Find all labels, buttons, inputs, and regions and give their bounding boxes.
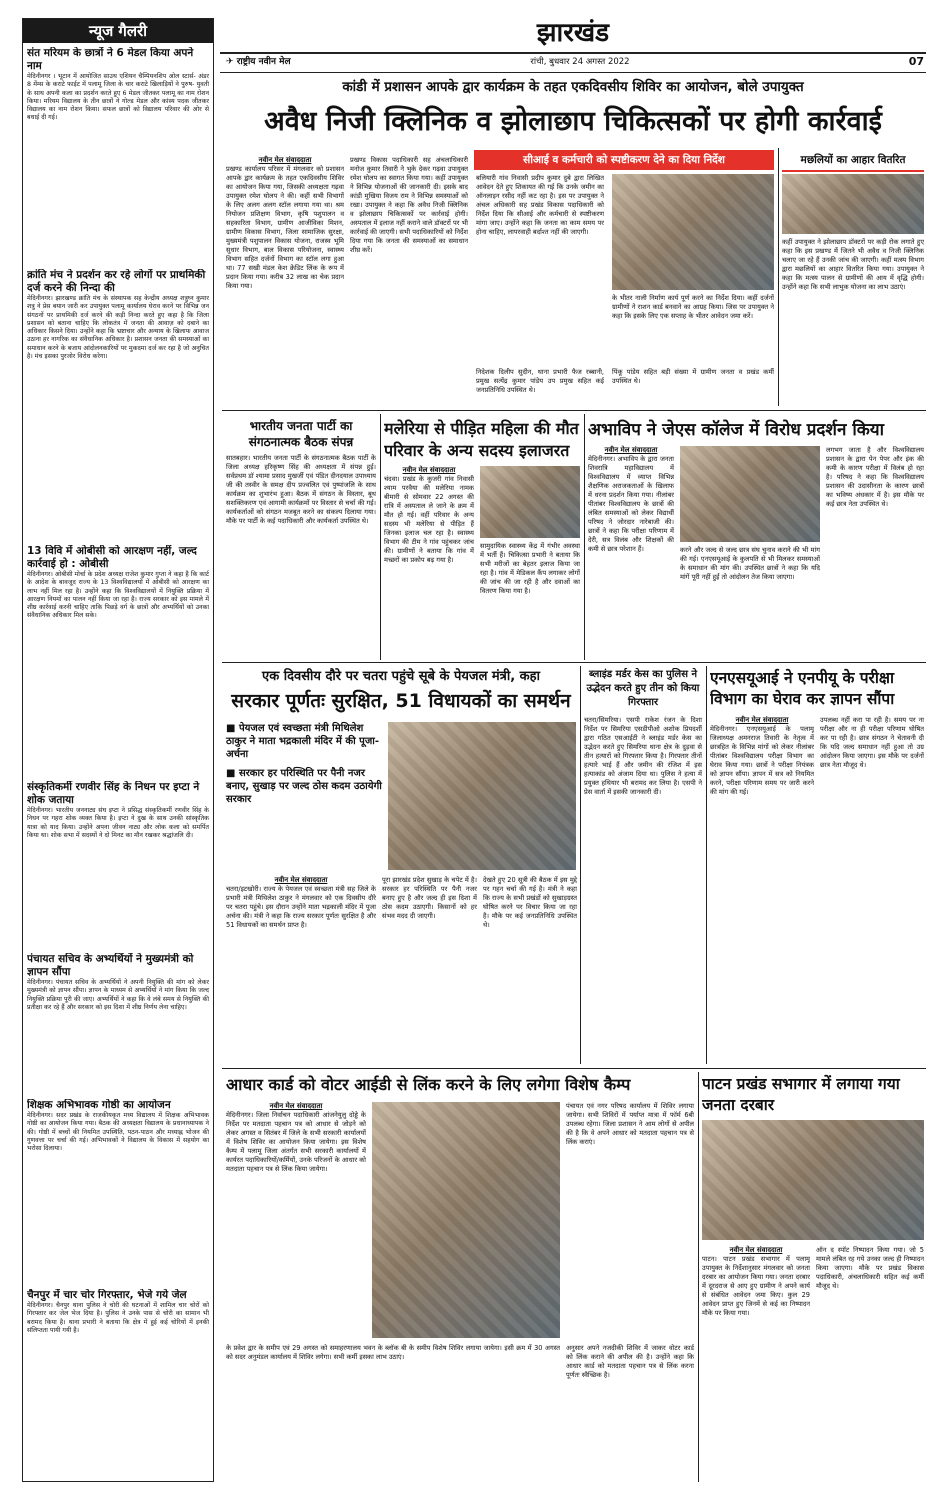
minister-photo — [388, 722, 576, 870]
gallery-item-headline: चैनपुर में चार चोर गिरफ्तार, भेजे गये जेल — [27, 1289, 187, 1301]
abvp-byline: नवीन मेल संवाददाता — [604, 446, 658, 454]
paper-name-text: राष्ट्रीय नवीन मेल — [236, 57, 291, 67]
column-rule — [706, 666, 707, 1064]
dateline: रांची, बुधवार 24 अगस्त 2022 — [530, 57, 630, 67]
column-rule — [698, 1072, 699, 1482]
main-body-2: प्रखण्ड विकास पदाधिकारी सह अंचलाधिकारी मनोज कुमार तिवारी ने भुके देकर गढ़वा उपायुक्त रमेश घोलप का स्वागत किया गया। कहीं उपायुक्त ने विभिन्न योजनाओं की जानकारी दी। इसके बाद कांडी मुखिया विजय राम ने विभिन्न समस्याओं को रखा। उपायुक्त ने कहा कि अवैध निजी क्लिनिक व झोलाछाप चिकित्सकों पर कार्रवाई होगी। अस्पताल में इलाज नहीं कराने वाले डॉक्टरों पर भी कार्रवाई की जाएगी। सभी पदाधिकारियों को निर्देश दिया गया कि जनता की समस्याओं का समाधान शीघ्र करें। — [350, 156, 468, 254]
sub1-body-3: निदेशक दिलीप सुदीन, थाना प्रभारी फैज रब्बानी, प्रमुख सत्येंद्र कुमार पांडेय उप प्रमुख सहित कई जनप्रतिनिधि उपस्थित थे। — [476, 368, 604, 394]
nsui-col-1 — [710, 716, 814, 1062]
sub1-title: सीआई व कर्मचारी को स्पष्टीकरण देने का दिया निर्देश — [474, 150, 774, 170]
main-body-1: प्रखण्ड कार्यालय परिसर में मंगलवार को प्रशासन आपके द्वार कार्यक्रम के तहत एकदिवसीय शिविर का आयोजन किया गया, जिसकी अध्यक्षता गढ़वा उपायुक्त रमेश घोलप ने की। कहीं सभी विभागों के लिए अलग अलग स्टॉल लगाया गया था। श्रम नियोजन प्रशिक्षण विभाग, कृषि पशुपालन व सहकारिता विभाग, ग्रामीण आजीविका मिशन, ग्रामीण विकास विभाग, जिला सामाजिक सुरक्षा, मुख्यमंत्री पशुपालन विकास योजना, राजस्व भूमि सुधार विभाग, बाल विकास परियोजना, स्वास्थ्य विभाग सहित दर्जनों विभाग का स्टॉल लगा हुआ था। 77 सखी मंडल केश क्रेडिट लिंक के रूप में प्रदान किया गया। करीब 32 लाख का चेक प्रदान किया गया। — [226, 165, 344, 290]
sub1-body-4: पिंकू पांडेय सहित बड़ी संख्या में ग्रामीण जनता व प्रखंड कर्मी उपस्थित थे। — [612, 368, 774, 385]
paper-name — [226, 54, 291, 70]
abvp-body-2: करने और जल्द से जल्द छात्र संघ चुनाव कराने की भी मांग की गई। एनएसयूआई के कुलपति से भी मिलकर समस्याओं के समाधान की मांग की। उपस्थित छात्रों ने कहा कि यदि मांगें पूरी नहीं हुईं तो आंदोलन तेज किया जाएगा। — [680, 546, 820, 581]
news-gallery-header: न्यूज गैलरी — [88, 22, 148, 40]
gallery-item-headline: 13 विवि में ओबीसी को आरक्षण नहीं, जल्द कार्रवाई हो : ओबीसी — [27, 545, 197, 570]
divider — [222, 662, 926, 663]
aadhar-col-1 — [226, 1102, 366, 1340]
gallery-item-text: मेदिनीनगर । भूटान में आयोजित साउथ एशियन चैम्पियनशिप ओल स्टार्स- अंडर 8 मेंम्स के कराटे फाईट में पलामू जिला के चार कराटे खिलाड़ियों ने पुरुष- युवती के साथ अपनी कला का प्रदर्शन करते हुए 6 मेडल जीतकर पलामू का नाम रोशन किया। मरियम विद्यालय के तीन छात्रों ने गोल्ड मेडल और कांस्य पदक जीतकर विद्यालय का नाम रोशन किया। सफल छात्रों को विद्यालय परिवार की ओर से बधाई दी गई। — [27, 73, 209, 122]
abvp-col-1 — [588, 446, 674, 656]
column-rule — [584, 414, 585, 660]
gallery-item-headline: शिक्षक अभिभावक गोष्ठी का आयोजन — [27, 1099, 171, 1111]
patan-col-1 — [702, 1246, 810, 1482]
murder-body: चतरा/सिमरिया। एसपी राकेश रंजन के दिशा निर्देश पर सिमरिया एसडीपीओ अशोक प्रियदर्शी द्वारा गठित एसआईटी ने ब्लाइंड मर्डर केस का उद्भेदन करते हुए सिमरिया थाना क्षेत्र के दुड़वा से तीन हत्यारों को गिरफ्तार किया है। गिरफ्तार तीनों हत्यारे भाई हैं और जमीन की रंजिश में इस हत्याकांड को अंजाम दिया था। पुलिस ने हत्या में प्रयुक्त हथियार भी बरामद कर लिया है। एसपी ने प्रेस वार्ता में इसकी जानकारी दी। — [584, 716, 702, 796]
abvp-body: मेदिनीनगर। अभाविप के द्वारा जनता शिवरात्रि महाविद्यालय में विश्वविद्यालय में व्याप्त विभिन्न शैक्षणिक अराजकताओं के खिलाफ में धरना प्रदर्शन किया गया। नीलांबर पीतांबर विश्वविद्यालय के छात्रों की लंबित समस्याओं को लेकर विद्यार्थी परिषद ने जोरदार नारेबाजी की। छात्रों ने कहा कि परीक्षा परिणाम में देरी, सत्र विलंब और शिक्षकों की कमी से छात्र परेशान हैं। — [588, 455, 674, 553]
nsui-byline: नवीन मेल संवाददाता — [735, 716, 789, 724]
divider — [222, 1068, 926, 1069]
malaria-photo — [480, 466, 580, 538]
malaria-body: चंदवा। प्रखंड के कुजरी गांव निवासी श्याम परवैया की मलेरिया नामक बीमारी से सोमवार 22 अगस्त की रात्रि में अस्पताल ले जाने के क्रम में मौत हो गई। वहीं परिवार के अन्य सदस्य भी मलेरिया से पीड़ित हैं जिनका इलाज चल रहा है। स्वास्थ्य विभाग की टीम ने गांव पहुंचकर जांच की। ग्रामीणों ने बताया कि गांव में मच्छरों का प्रकोप बढ़ गया है। — [384, 475, 474, 564]
gallery-item-headline: क्रांति मंच ने प्रदर्शन कर रहे लोगों पर प्राथमिकी दर्ज करने की निन्दा की — [27, 269, 206, 294]
sub1-body: बलियारी गांव निवासी प्रदीप कुमार दुबे द्वारा लिखित आवेदन देते हुए शिकायत की गई कि उनके जमीन का ऑनलाइन रसीद नहीं कट रहा है। इस पर उपायुक्त ने अंचल अधिकारी सह प्रखंड विकास पदाधिकारी को निर्देश दिया कि सीआई और कर्मचारी से स्पष्टीकरण मांगा जाए। उन्होंने कहा कि जनता का काम समय पर होना चाहिए, लापरवाही बर्दाश्त नहीं की जाएगी। — [476, 174, 604, 236]
gallery-item-headline: संत मरियम के छात्रों ने 6 मेडल किया अपने नाम — [27, 47, 194, 72]
sarkar-bullet-2: ■ सरकार हर परिस्थिति पर पैनी नजर बनाए, सुखाड़ पर जल्द ठोस कदम उठायेगी सरकार — [226, 768, 382, 805]
gallery-item-headline: संस्कृतिकर्मी रणवीर सिंह के निधन पर इप्टा ने शोक जताया — [27, 781, 200, 806]
malaria-headline: मलेरिया से पीड़ित महिला की मौत परिवार के अन्य सदस्य इलाजरत — [384, 419, 579, 460]
nsui-headline: एनएसयूआई ने एनपीयू के परीक्षा विभाग का घेराव कर ज्ञापन सौंपा — [710, 669, 895, 708]
gallery-item-text: मेदिनीनगर। पंचायत सचिव के अभ्यर्थियों ने अपनी नियुक्ति की मांग को लेकर मुख्यमंत्री को ज्ञापन सौंपा। ज्ञापन के माध्यम से अभ्यर्थियों ने मांग किया कि जल्द नियुक्ति प्रक्रिया पूरी की जाए। अभ्यर्थियों ने कहा कि वे लंबे समय से नियुक्ति की प्रतीक्षा कर रहे हैं और सरकार को इस दिशा में शीघ्र निर्णय लेना चाहिए। — [27, 979, 209, 1011]
gallery-item-text: मेदिनीनगर। भारतीय जननाट्य संघ इप्टा ने प्रसिद्ध संस्कृतिकर्मी रणवीर सिंह के निधन पर गहरा शोक व्यक्त किया है। इप्टा ने दुख के साथ उनकी सांस्कृतिक यात्रा को याद किया। उन्होंने अपना जीवन नाट्य और लोक कला को समर्पित किया था। शोक सभा में सदस्यों ने दो मिनट का मौन रखकर श्रद्धांजलि दी। — [27, 807, 209, 839]
sarkar-bullets — [226, 722, 382, 872]
aadhar-headline: आधार कार्ड को वोटर आईडी से लिंक करने के लिए लगेगा विशेष कैम्प — [226, 1075, 631, 1094]
abvp-headline: अभाविप ने जेएस कॉलेज में विरोध प्रदर्शन किया — [588, 420, 885, 440]
divider — [222, 410, 926, 411]
event-photo — [612, 174, 774, 290]
news-gallery-column — [22, 18, 214, 1482]
abvp-body-3: लगभग जाता है और विश्वविद्यालय प्रशासन के द्वारा पेन पेपर और इंक की कमी के कारण परीक्षा में विलंब हो रहा है। परिषद ने कहा कि विश्वविद्यालय प्रशासन की उदासीनता के कारण छात्रों का भविष्य अंधकार में है। इस मौके पर कई छात्र नेता उपस्थित थे। — [826, 446, 924, 508]
patan-headline: पाटन प्रखंड सभागार में लगाया गया जनता दरबार — [702, 1075, 900, 1114]
patan-body-2: ऑन द स्पॉट निष्पादन किया गया। जो 5 मामले लंबित रह गये उनका जल्द ही निष्पादन किया जाएगा। मौके पर प्रखंड विकास पदाधिकारी, अंचलाधिकारी सहित कई कर्मी मौजूद थे। — [816, 1246, 924, 1290]
page-number: 07 — [908, 55, 924, 68]
gallery-item-text: मेदिनीनगर। ओबीसी मोर्चा के प्रदेश अध्यक्ष राजेश कुमार गुप्ता ने कहा है कि कार्ट के आदेश के बावजूद राज्य के 13 विश्वविद्यालयों में ओबीसी को आरक्षण का लाभ नहीं मिल रहा है। उन्होंने कहा कि विश्वविद्यालयों में नियुक्ति प्रक्रिया में आरक्षण नियमों का पालन नहीं किया जा रहा है। राज्य सरकार को इस मामले में शीघ्र कार्रवाई करनी चाहिए ताकि पिछड़े वर्ग के छात्रों और अभ्यर्थियों को उनका संवैधानिक अधिकार मिल सके। — [27, 571, 209, 620]
sarkar-body: चतरा/इटखोरी। राज्य के पेयजल एवं स्वच्छता मंत्री सह जिले के प्रभारी मंत्री मिथिलेश ठाकुर ने मंगलवार को एक दिवसीय दौरे पर चतरा पहुंचे। इस दौरान उन्होंने माता भद्रकाली मंदिर में पूजा अर्चना की। मंत्री ने कहा कि राज्य सरकार पूर्णतः सुरक्षित है और 51 विधायकों का समर्थन प्राप्त है। — [226, 885, 376, 929]
nsui-body: मेदिनीनगर। एनएसयूआई के पलामू जिलाध्यक्ष अमनराज तिवारी के नेतृत्व में छात्रहित के विभिन्न मांगों को लेकर नीलांबर पीतांबर विश्वविद्यालय परीक्षा विभाग का घेराव किया गया। छात्रों ने परीक्षा नियंत्रक को ज्ञापन सौंपा। ज्ञापन में सत्र को नियमित करने, परीक्षा परिणाम समय पर जारी करने की मांग की गई। — [710, 725, 814, 796]
gallery-item-text: मेदिनीनगर। चैनपुर थाना पुलिस ने चोरी की घटनाओं में शामिल चार चोरों को गिरफ्तार कर जेल भेज दिया है। पुलिस ने उनके पास से चोरी का सामान भी बरामद किया है। थाना प्रभारी ने बताया कि क्षेत्र में हुई कई चोरियों में इनकी संलिप्तता पायी गयी है। — [27, 1302, 209, 1334]
nsui-body-2: उपलब्ध नहीं करा पा रही है। समय पर ना परीक्षा और ना ही परीक्षा परिणाम घोषित कर पा रही है। छात्र संगठन ने चेतावनी दी कि यदि जल्द समाधान नहीं हुआ तो उग्र आंदोलन किया जाएगा। इस मौके पर दर्जनों छात्र नेता मौजूद थे। — [820, 716, 924, 769]
aadhar-body-3: पंचायत एवं नगर परिषद कार्यालय में शिविर लगाया जायेगा। सभी शिविरों में पर्याप्त मात्रा में फॉर्म 6बी उपलब्ध रहेगा। जिला प्रशासन ने आम लोगों से अपील की है कि वे अपने आधार को मतदाता पहचान पत्र से लिंक कराएं। — [566, 1102, 694, 1146]
fish-feed-photo — [782, 174, 924, 234]
gallery-item-text: मेदिनीनगर। सदर प्रखंड के राजकीयकृत मध्य विद्यालय में शिक्षक अभिभावक गोष्ठी का आयोजन किया गया। बैठक की अध्यक्षता विद्यालय के प्रधानाध्यापक ने की। गोष्ठी में बच्चों की नियमित उपस्थिति, पठन-पाठन और मध्याह्न भोजन की गुणवत्ता पर चर्चा की गई। अभिभावकों ने विद्यालय के विकास में सहयोग का भरोसा दिलाया। — [27, 1112, 209, 1153]
masthead — [220, 16, 926, 72]
column-rule — [580, 666, 581, 1064]
sub2-body: कहीं उपायुक्त ने झोलाछाप डॉक्टरों पर कड़ी रोक लगाते हुए कहा कि इस प्रखण्ड में जितने भी अवैध व निजी क्लिनिक चलाए जा रहे हैं उनकी जांच की जाएगी। कहीं मत्स्य विभाग द्वारा मछलियों का आहार वितरित किया गया। उपायुक्त ने कहा कि मत्स्य पालन से ग्रामीणों की आय में वृद्धि होगी। उन्होंने कहा कि सभी लाभुक योजना का लाभ उठाएं। — [782, 238, 924, 291]
aadhar-body: मेदिनीनगर। जिला निर्वाचन पदाधिकारी आंजनेयुलु दोड्डे के निर्देश पर मतदाता पहचान पत्र को आधार से जोड़ने को लेकर अगस्त व सितंबर में जिले के सभी सरकारी कार्यालयों में विशेष शिविर का आयोजन किया जायेगा। इस विशेष कैम्प में पलामू जिला अंतर्गत सभी सरकारी कार्यालयों में कार्यरत पदाधिकारियों/कर्मियों, उनके परिजनों के आधार को मतदाता पहचान पत्र से लिंक किया जायेगा। — [226, 1111, 366, 1173]
column-rule — [380, 414, 381, 660]
section-title: झारखंड — [536, 18, 610, 48]
gallery-item-7 — [27, 1289, 209, 1477]
sarkar-kicker: एक दिवसीय दौरे पर चतरा पहुंचे सूबे के पेयजल मंत्री, कहा — [262, 669, 540, 684]
malaria-byline: नवीन मेल संवाददाता — [402, 466, 456, 474]
sarkar-bullet-text: सरकार हर परिस्थिति पर पैनी नजर बनाए, सुखाड़ पर जल्द ठोस कदम उठायेगी सरकार — [226, 768, 382, 805]
gallery-item-2 — [27, 269, 209, 541]
malaria-col-1 — [384, 466, 474, 656]
sarkar-bullet-text: पेयजल एवं स्वच्छता मंत्री मिथिलेश ठाकुर ने माता भद्रकाली मंदिर में की पूजा-अर्चना — [226, 723, 379, 760]
main-headline: अवैध निजी क्लिनिक व झोलाछाप चिकित्सकों पर होगी कार्रवाई — [264, 106, 882, 137]
malaria-body-2: सामुदायिक स्वास्थ्य केंद्र में गंभीर अवस्था में भर्ती हैं। चिकित्सा प्रभारी ने बताया कि सभी मरीजों का बेहतर इलाज किया जा रहा है। गांव में मेडिकल कैंप लगाकर लोगों की जांच की जा रही है और दवाओं का वितरण किया गया है। — [480, 542, 580, 595]
main-col-2 — [350, 156, 468, 406]
patan-byline: नवीन मेल संवाददाता — [729, 1246, 783, 1254]
aadhar-body-4: अनुसार अपने नजदीकी शिविर में जाकर वोटर कार्ड को लिंक कराने की अपील की है। उन्होंने कहा कि आधार कार्ड को मतदाता पहचान पत्र से लिंक करना पूर्णतः स्वैच्छिक है। — [566, 1344, 694, 1379]
aadhar-body-2: के प्रवेश द्वार के समीप एवं 29 अगस्त को समाहरणालय भवन के ब्लॉक बी के समीप विशेष शिविर लगाया जायेगा। इसी क्रम में 30 अगस्त को सदर अनुमंडल कार्यालय में शिविर लगेगा। सभी कर्मी इसका लाभ उठाएं। — [226, 1344, 560, 1361]
gallery-item-5 — [27, 953, 209, 1095]
sub2-title: मछलियों का आहार वितरित — [782, 150, 924, 172]
main-byline: नवीन मेल संवाददाता — [258, 156, 312, 164]
main-kicker: कांडी में प्रशासन आपके द्वार कार्यक्रम के तहत एकदिवसीय शिविर का आयोजन, बोले उपायुक्त — [342, 79, 804, 95]
gallery-item-6 — [27, 1099, 209, 1285]
gallery-item-3 — [27, 545, 209, 777]
sarkar-body-3: देखते हुए 20 सूत्री की बैठक में इस मुद्दे पर गहन चर्चा की गई है। मंत्री ने कहा कि राज्य के सभी प्रखंडों को सुखाड़ग्रस्त घोषित करने पर विचार किया जा रहा है। मौके पर कई जनप्रतिनिधि उपस्थित थे। — [483, 876, 577, 929]
sub1-body-2: के भीतर नाली निर्माण कार्य पूर्ण करने का निर्देश दिया। कहीं दर्जनों ग्रामीणों ने राशन कार्ड बनवाने का आग्रह किया। जिस पर उपायुक्त ने कहा कि इसके लिए एक सप्ताह के भीतर आवेदन जमा करें। — [612, 294, 774, 320]
sarkar-col-1 — [226, 876, 376, 1062]
gallery-item-text: मेदिनीनगर। झारखण्ड क्रांति मंच के संस्थापक सह केन्द्रीय अध्यक्ष शत्रुघ्न कुमार शत्रु ने प्रेस बयान जारी कर उपायुक्त पलामू कार्यालय घेराव करने पर विभिन्न जन संगठनों पर प्राथमिकी दर्ज करने की कड़ी निन्दा करते हुए कहा है कि जिला प्रशासन को बताना चाहिए कि लोकतंत्र में जनता की आवाज़ को दबाने का अधिकार किसने दिया। उन्होंने कहा कि भ्रष्टाचार और अन्याय के खिलाफ आवाज उठाना हर नागरिक का संवैधानिक अधिकार है। प्रशासन जनता की समस्याओं का समाधान करने के बजाय आंदोलनकारियों पर मुकदमा दर्ज कर रहा है जो अनुचित है। मंच इसका पुरजोर विरोध करेगा। — [27, 295, 209, 361]
sarkar-headline: सरकार पूर्णतः सुरक्षित, 51 विधायकों का समर्थन — [231, 690, 571, 712]
murder-headline: ब्लाइंड मर्डर केस का पुलिस ने उद्भेदन करते हुए तीन को किया गिरफ्तार — [586, 669, 700, 708]
aadhar-byline: नवीन मेल संवाददाता — [269, 1102, 323, 1110]
patan-body: पाटन। पाटन प्रखंड सभागार में पलामू उपायुक्त के निर्देशानुसार मंगलवार को जनता दरबार का आयोजन किया गया। जनता दरबार में दूरदराज से आए हुए ग्रामीण ने अपने कार्य से संबंधित आवेदन जमा किए। कुल 29 आवेदन प्राप्त हुए जिनमें से कई का निष्पादन मौके पर किया गया। — [702, 1255, 810, 1317]
gallery-item-1 — [27, 47, 209, 265]
gallery-item-headline: पंचायत सचिव के अभ्यर्थियों ने मुख्यमंत्री को ज्ञापन सौंपा — [27, 953, 194, 978]
sarkar-bullet-1: ■ पेयजल एवं स्वच्छता मंत्री मिथिलेश ठाकुर ने माता भद्रकाली मंदिर में की पूजा-अर्चना — [226, 723, 379, 760]
abvp-photo — [680, 446, 820, 542]
bird-logo-icon: ✈ — [226, 57, 237, 67]
bjp-headline: भारतीय जनता पार्टी का संगठनात्मक बैठक संपन्न — [248, 419, 354, 449]
main-col-1 — [226, 156, 344, 406]
meeting-photo — [372, 1102, 560, 1338]
column-rule — [778, 148, 779, 406]
sarkar-byline: नवीन मेल संवाददाता — [274, 876, 328, 884]
gallery-item-4 — [27, 781, 209, 949]
sarkar-body-2: पूरा झारखंड प्रदेश सुखाड़ के चपेट में है। सरकार हर परिस्थिति पर पैनी नजर बनाए हुए है और जल्द ही इस दिशा में ठोस कदम उठाएगी। किसानों को हर संभव मदद दी जाएगी। — [382, 876, 477, 920]
janta-darbar-photo — [702, 1120, 924, 1240]
bjp-body: सातबहार। भारतीय जनता पार्टी के संगठनात्मक बैठक पार्टी के जिला अध्यक्ष हरिकृष्ण सिंह की अध्यक्षता में संपन्न हुई। सर्वप्रथम डॉ श्यामा प्रसाद मुखर्जी एवं पंडित दीनदयाल उपाध्याय जी की तस्वीर के समक्ष दीप प्रज्वलित एवं पुष्पांजलि के साथ कार्यक्रम का शुभारंभ हुआ। बैठक में संगठन के विस्तार, बूथ सशक्तिकरण एवं आगामी कार्यक्रमों पर विस्तार से चर्चा की गई। कार्यकर्ताओं को संगठन मजबूत करने का संकल्प दिलाया गया। मौके पर पार्टी के कई पदाधिकारी और कार्यकर्ता उपस्थित थे। — [226, 454, 376, 525]
